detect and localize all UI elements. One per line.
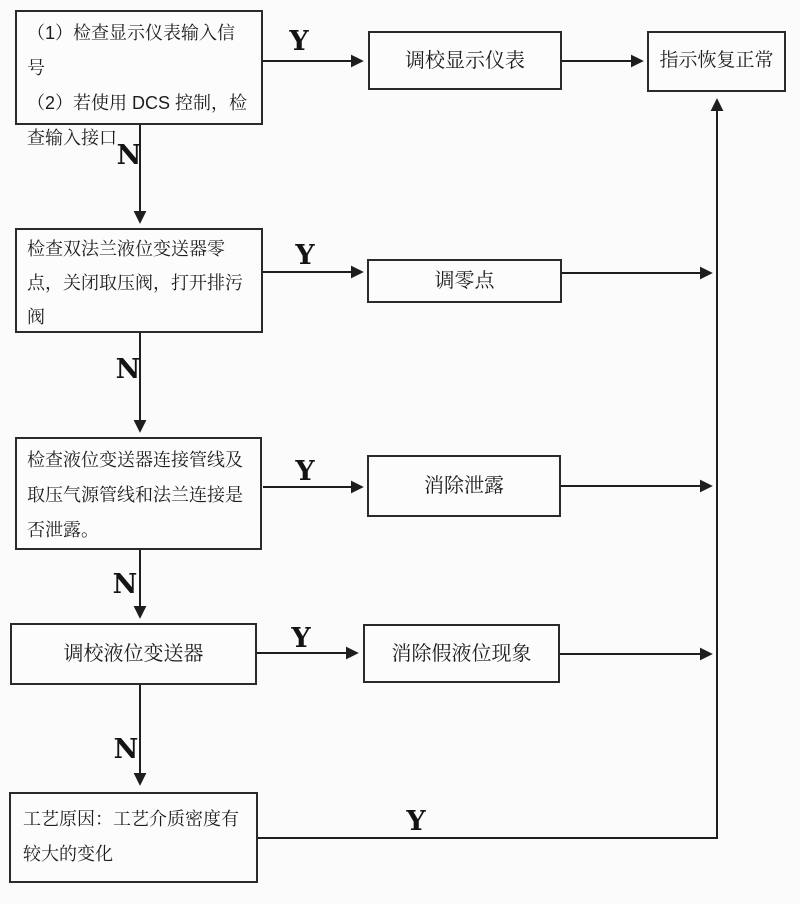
flow-node-calibrate-transmitter [10, 623, 257, 685]
edge-label-yes-5: Y [406, 806, 426, 837]
node-text: 调校显示仪表 [405, 49, 525, 72]
edge-label-yes-2: Y [295, 240, 315, 271]
edge-label-no-1: N [116, 140, 142, 171]
node-text: 检查双法兰液位变送器零点，关闭取压阀，打开排污阀 [27, 239, 243, 327]
flow-node-process-cause [9, 792, 258, 883]
edge-label-no-4: N [113, 734, 139, 765]
flow-node-check-zero-point [15, 228, 263, 333]
node-text: 检查液位变送器连接管线及取压气源管线和法兰连接是否泄露。 [27, 450, 243, 540]
node-text: （1）检查显示仪表输入信号 [27, 23, 236, 78]
edge-label-yes-4: Y [291, 623, 311, 654]
flow-node-calibrate-display [368, 31, 562, 90]
node-text: 消除泄露 [424, 475, 504, 497]
node-text: 调零点 [434, 270, 495, 292]
node-text: 工艺原因：工艺介质密度有较大的变化 [23, 809, 239, 864]
flow-node-check-display-signal [15, 10, 263, 148]
node-text: 调校液位变送器 [63, 643, 204, 665]
flow-node-eliminate-false-level [363, 624, 560, 683]
node-text: （2）若使用 DCS 控制，检查输入接口 [27, 93, 248, 148]
edge-label-yes-3: Y [295, 456, 315, 487]
node-text: 消除假液位现象 [391, 642, 532, 665]
edge-label-yes-1: Y [289, 26, 309, 57]
edge-label-no-2: N [115, 354, 141, 385]
flow-node-eliminate-leak [367, 455, 561, 517]
edge-label-no-3: N [112, 569, 138, 600]
flow-node-check-leak [15, 437, 262, 550]
flow-node-adjust-zero [367, 259, 562, 303]
node-text: 指示恢复正常 [659, 50, 774, 72]
flow-node-indication-normal [647, 31, 786, 92]
